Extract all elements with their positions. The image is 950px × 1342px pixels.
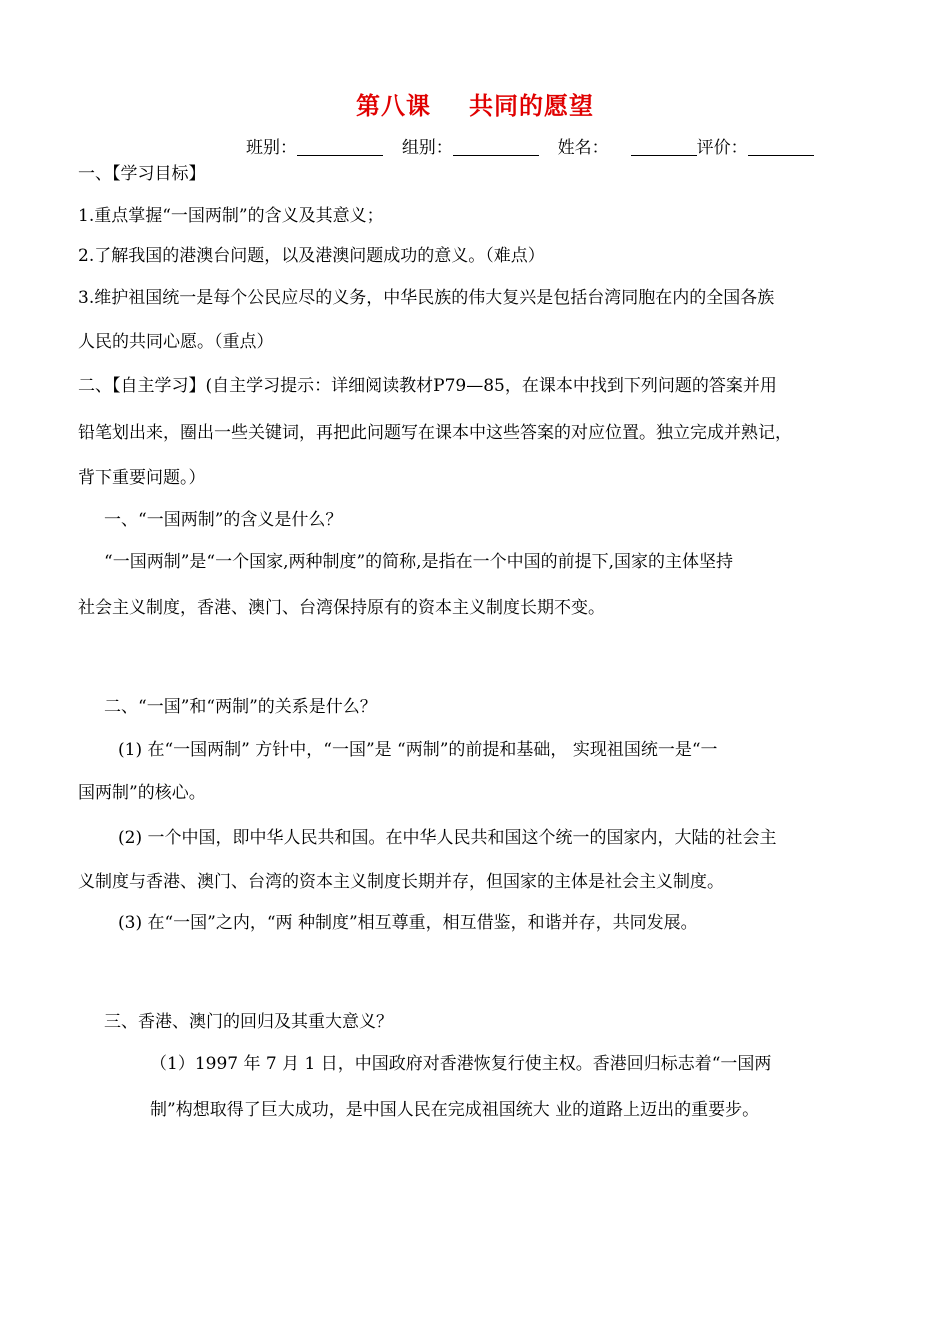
eval-blank[interactable] [748,139,814,156]
q2-question: 二、“一国”和“两制”的关系是什么？ [104,697,377,717]
student-info-line [246,133,814,158]
q1-question: 一、“一国两制”的含义是什么？ [104,510,343,530]
q2-p2-line2: 义制度与香港、澳门、台湾的资本主义制度长期并存，但国家的主体是社会主义制度。 [78,872,724,892]
eval-label: 评价： [696,138,748,158]
q3-p1-line2: 制”构想取得了巨大成功，是中国人民在完成祖国统大 业的道路上迈出的重要步。 [150,1100,760,1120]
self-study-line1: 二、【自主学习】(自主学习提示：详细阅读教材P79—85，在课本中找到下列问题的答案并用 [78,376,777,396]
q3-question: 三、香港、澳门的回归及其重大意义？ [104,1012,393,1032]
q1-answer-line2: 社会主义制度，香港、澳门、台湾保持原有的资本主义制度长期不变。 [78,598,605,618]
q2-p1-line2: 国两制”的核心。 [78,783,206,803]
group-blank[interactable] [453,139,539,156]
q1-answer-line1: “一国两制”是“一个国家,两种制度”的简称,是指在一个中国的前提下,国家的主体坚持 [104,552,733,572]
page-title [0,86,950,121]
q2-p2-line1: (2) 一个中国，即中华人民共和国。在中华人民共和国这个统一的国家内，大陆的社会主 [118,828,777,848]
title-lesson: 第八课 [356,91,431,120]
q3-p1-line1: （1）1997 年 7 月 1 日，中国政府对香港恢复行使主权。香港回归标志着“一国两 [150,1054,772,1074]
goals-heading: 一、【学习目标】 [78,164,206,184]
group-label: 组别： [401,138,453,158]
self-study-line3: 背下重要问题。） [78,468,206,488]
name-blank[interactable] [631,139,697,156]
goal-item-3-line2: 人民的共同心愿。（重点） [78,332,274,352]
q2-p1-line1: (1) 在“一国两制” 方针中，“一国”是 “两制”的前提和基础， 实现祖国统一是“一 [118,740,718,760]
title-topic: 共同的愿望 [469,91,594,120]
goal-item-1: 1.重点掌握“一国两制”的含义及其意义； [78,206,384,226]
class-blank[interactable] [297,139,383,156]
goal-item-3-line1: 3.维护祖国统一是每个公民应尽的义务，中华民族的伟大复兴是包括台湾同胞在内的全国各族 [78,288,775,308]
self-study-line2: 铅笔划出来，圈出一些关键词，再把此问题写在课本中这些答案的对应位置。独立完成并熟记， [78,423,792,443]
name-label: 姓名： [557,138,609,158]
class-label: 班别： [246,138,297,158]
goal-item-2: 2.了解我国的港澳台问题，以及港澳问题成功的意义。（难点） [78,246,545,266]
q2-p3-line1: (3) 在“一国”之内，“两 种制度”相互尊重，相互借鉴，和谐并存，共同发展。 [118,913,698,933]
